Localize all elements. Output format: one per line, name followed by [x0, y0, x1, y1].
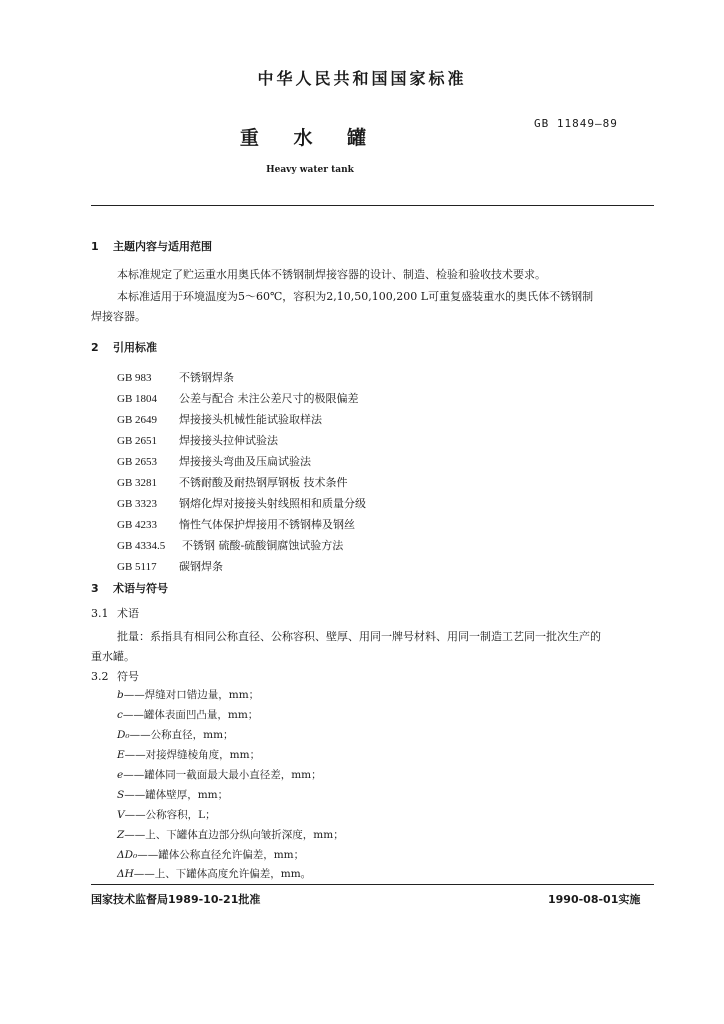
symbol-item	[117, 747, 260, 762]
reference-title: 焊接接头弯曲及压扁试验法	[179, 455, 311, 468]
section-number: 2	[91, 341, 99, 354]
subsection-title: 术语	[117, 607, 139, 620]
symbol: E	[117, 749, 125, 761]
symbol-description: ——上、下罐体高度允许偏差，mm。	[133, 868, 312, 880]
reference-code: GB 2649	[117, 414, 158, 426]
reference-item	[117, 471, 348, 490]
symbol-item	[117, 787, 228, 802]
section-1-heading	[91, 238, 212, 254]
reference-item	[117, 366, 234, 385]
symbol-description: ——公称容积，L；	[124, 809, 216, 821]
symbol-description: ——对接焊缝棱角度，mm；	[124, 749, 261, 761]
reference-title: 公差与配合 未注公差尺寸的极限偏差	[179, 392, 359, 405]
symbol-item	[117, 847, 304, 862]
approval-date: 国家技术监督局1989-10-21批准	[91, 893, 261, 906]
reference-item	[117, 492, 366, 511]
section-2-heading	[91, 339, 157, 355]
reference-item	[117, 429, 278, 448]
term-definition-line-2: 重水罐。	[91, 650, 135, 663]
header-rule	[91, 205, 654, 206]
implementation-date: 1990-08-01实施	[548, 893, 641, 906]
symbol-item	[117, 807, 216, 822]
section-title: 术语与符号	[113, 582, 168, 595]
symbol: V	[117, 809, 125, 821]
symbol-description: ——罐体同一截面最大最小直径差，mm；	[123, 769, 322, 781]
subsection-3-1-heading	[91, 605, 139, 621]
reference-code: GB 4233	[117, 519, 158, 531]
section-title: 引用标准	[113, 341, 157, 354]
reference-title: 焊接接头机械性能试验取样法	[179, 413, 322, 426]
section-number: 3	[91, 582, 99, 595]
symbol-description: ——公称直径，mm；	[129, 729, 234, 741]
symbol: b	[117, 689, 124, 701]
symbol-item	[117, 767, 322, 782]
symbol-item	[117, 866, 311, 881]
reference-title: 惰性气体保护焊接用不锈钢棒及钢丝	[179, 518, 355, 531]
symbol: Z	[117, 829, 125, 841]
reference-title: 钢熔化焊对接接头射线照相和质量分级	[179, 497, 366, 510]
symbol: ΔH	[117, 868, 134, 880]
symbol-item	[117, 827, 344, 842]
term-definition-line-1: 批量：系指具有相同公称直径、公称容积、壁厚、用同一牌号材料、用同一制造工艺同一批次生产的	[117, 630, 601, 643]
reference-item	[117, 555, 223, 574]
reference-code: GB 4334.5	[117, 540, 166, 552]
symbol-item	[117, 727, 234, 742]
reference-code: GB 3323	[117, 498, 158, 510]
reference-title: 不锈钢焊条	[179, 371, 234, 384]
symbol: e	[117, 769, 124, 781]
reference-code: GB 2651	[117, 435, 158, 447]
reference-title: 不锈钢 硫酸-硫酸铜腐蚀试验方法	[182, 539, 344, 552]
footer-rule	[91, 884, 654, 885]
symbol: D₀	[117, 729, 130, 741]
symbol: S	[117, 789, 125, 801]
document-title: 重 水 罐	[239, 127, 381, 149]
reference-item	[117, 513, 355, 532]
reference-code: GB 5117	[117, 561, 157, 573]
symbol-description: ——罐体表面凹凸量，mm；	[122, 709, 259, 721]
section-3-heading	[91, 580, 168, 596]
standard-number: GB 11849—89	[534, 117, 618, 130]
symbol-description: ——罐体公称直径允许偏差，mm；	[137, 849, 305, 861]
reference-item	[117, 534, 343, 553]
reference-code: GB 983	[117, 372, 152, 384]
section-1-paragraph-2-line-1: 本标准适用于环境温度为5～60℃，容积为2,10,50,100,200 L可重复盛装重水的奥氏体不锈钢制	[117, 290, 594, 303]
symbol-item	[117, 707, 258, 722]
national-standard-header: 中华人民共和国国家标准	[257, 69, 467, 88]
reference-code: GB 1804	[117, 393, 158, 405]
reference-title: 焊接接头拉伸试验法	[179, 434, 278, 447]
symbol-item	[117, 687, 259, 702]
reference-code: GB 3281	[117, 477, 158, 489]
subsection-number: 3.2	[91, 670, 109, 683]
symbol-description: ——上、下罐体直边部分纵向皱折深度，mm；	[124, 829, 344, 841]
reference-item	[117, 387, 359, 406]
section-number: 1	[91, 240, 99, 253]
subsection-3-2-heading	[91, 668, 139, 684]
reference-item	[117, 408, 322, 427]
symbol: ΔD₀	[117, 849, 138, 861]
symbol: c	[117, 709, 123, 721]
symbol-description: ——焊缝对口错边量，mm；	[123, 689, 260, 701]
reference-item	[117, 450, 311, 469]
section-1-paragraph-2-line-2: 焊接容器。	[91, 310, 146, 323]
section-title: 主题内容与适用范围	[113, 240, 212, 253]
section-1-paragraph-1: 本标准规定了贮运重水用奥氏体不锈钢制焊接容器的设计、制造、检验和验收技术要求。	[117, 268, 546, 281]
subsection-number: 3.1	[91, 607, 109, 620]
document-title-english: Heavy water tank	[266, 165, 354, 175]
reference-title: 不锈耐酸及耐热钢厚钢板 技术条件	[179, 476, 348, 489]
reference-code: GB 2653	[117, 456, 158, 468]
subsection-title: 符号	[117, 670, 139, 683]
reference-title: 碳钢焊条	[179, 560, 223, 573]
symbol-description: ——罐体壁厚，mm；	[124, 789, 229, 801]
